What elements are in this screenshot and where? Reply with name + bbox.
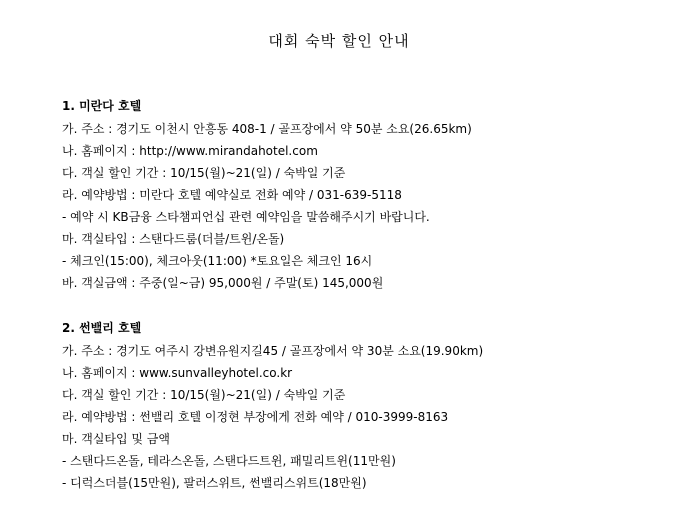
hotel-heading: 1. 미란다 호텔 <box>62 99 142 113</box>
document-title: 대회 숙박 할인 안내 <box>268 32 410 50</box>
hotel-room-price-item: - 스탠다드온돌, 테라스온돌, 스탠다드트윈, 패밀리트윈(11만원) <box>62 454 396 468</box>
hotel-section-sunvalley <box>62 318 662 494</box>
hotel-section-miranda <box>62 96 662 294</box>
hotel-reservation-note: - 예약 시 KB금융 스타챔피언십 관련 예약임을 말씀해주시기 바랍니다. <box>62 210 430 224</box>
hotel-room-price-item: - 디럭스더블(15만원), 팔러스위트, 썬밸리스위트(18만원) <box>62 476 367 490</box>
hotel-reservation-method: 라. 예약방법 : 썬밸리 호텔 이정현 부장에게 전화 예약 / 010-3999-8163 <box>62 410 449 424</box>
hotel-room-price: 바. 객실금액 : 주중(일~금) 95,000원 / 주말(토) 145,000원 <box>62 276 384 290</box>
hotel-discount-period: 다. 객실 할인 기간 : 10/15(월)~21(일) / 숙박일 기준 <box>62 166 346 180</box>
hotel-room-type-and-price: 마. 객실타입 및 금액 <box>62 432 170 446</box>
hotel-reservation-method: 라. 예약방법 : 미란다 호텔 예약실로 전화 예약 / 031-639-5118 <box>62 188 402 202</box>
hotel-homepage: 나. 홈페이지 : http://www.mirandahotel.com <box>62 144 318 158</box>
hotel-heading: 2. 썬밸리 호텔 <box>62 321 142 335</box>
hotel-address: 가. 주소 : 경기도 이천시 안흥동 408-1 / 골프장에서 약 50분 소요(26.65km) <box>62 122 472 136</box>
hotel-discount-period: 다. 객실 할인 기간 : 10/15(월)~21(일) / 숙박일 기준 <box>62 388 346 402</box>
hotel-homepage: 나. 홈페이지 : www.sunvalleyhotel.co.kr <box>62 366 293 380</box>
hotel-address: 가. 주소 : 경기도 여주시 강변유원지길45 / 골프장에서 약 30분 소요(19.90km) <box>62 344 484 358</box>
hotel-room-type: 마. 객실타입 : 스탠다드룸(더블/트윈/온돌) <box>62 232 285 246</box>
hotel-checkin-info: - 체크인(15:00), 체크아웃(11:00) *토요일은 체크인 16시 <box>62 254 373 268</box>
